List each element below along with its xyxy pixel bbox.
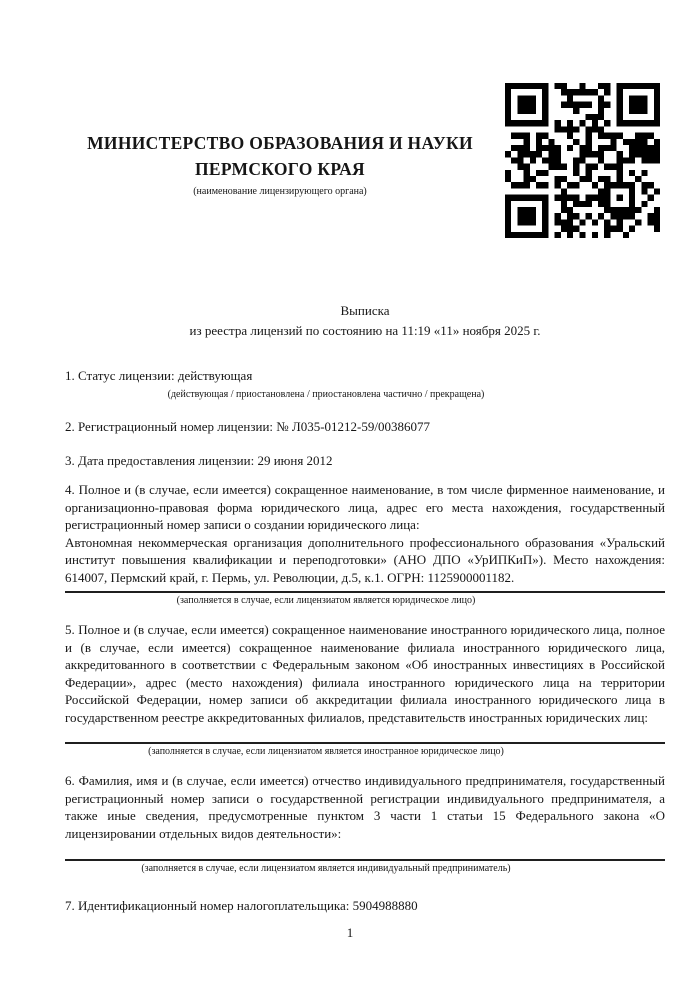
item-taxpayer-id xyxy=(65,897,665,915)
license-status-options-caption: (действующая / приостановлена / приостановлена частично / прекращена) xyxy=(167,388,485,400)
item-registration-number xyxy=(65,418,665,436)
item-legal-entity xyxy=(65,481,665,607)
individual-entrepreneur-intro: 6. Фамилия, имя и (в случае, если имеется) отчество индивидуального предпринимателя, государственный регистрационный номер записи о государственной регистрации индивидуального предпринимателя, а также иные сведения, предусмотренные пунктом 3 части 1 статьи 15 Федерального закона «О лицензировании отдельных видов деятельности»: xyxy=(65,773,665,841)
item-foreign-entity xyxy=(65,621,665,758)
licensing-authority-header xyxy=(65,130,495,198)
item-individual-entrepreneur xyxy=(65,772,665,875)
legal-entity-intro: 4. Полное и (в случае, если имеется) сокращенное наименование, в том числе фирменное наименование, и организационно-правовая форма юридического лица, адрес его места нахождения, государственный регистрационный номер записи о создании юридического лица: xyxy=(65,482,665,532)
foreign-entity-caption: (заполняется в случае, если лицензиатом является иностранное юридическое лицо) xyxy=(148,746,504,757)
item-license-status xyxy=(65,367,665,401)
taxpayer-id-text: 7. Идентификационный номер налогоплательщика: 5904988880 xyxy=(65,898,418,913)
license-status-text: 1. Статус лицензии: действующая xyxy=(65,368,253,383)
ministry-name-line1: МИНИСТЕРСТВО ОБРАЗОВАНИЯ И НАУКИ xyxy=(87,133,473,153)
document-title-line1: Выписка xyxy=(340,303,390,318)
separator-rule xyxy=(65,859,665,861)
license-grant-date-text: 3. Дата предоставления лицензии: 29 июня 2012 xyxy=(65,453,333,468)
document-title-line2: из реестра лицензий по состоянию на 11:19 «11» ноября 2025 г. xyxy=(189,322,541,338)
ministry-name-line2: ПЕРМСКОГО КРАЯ xyxy=(195,159,365,179)
separator-rule xyxy=(65,591,665,593)
ministry-name xyxy=(65,130,495,182)
separator-rule xyxy=(65,742,665,744)
document-title xyxy=(65,301,665,340)
individual-entrepreneur-caption: (заполняется в случае, если лицензиатом является индивидуальный предприниматель) xyxy=(141,863,511,874)
foreign-entity-intro: 5. Полное и (в случае, если имеется) сокращенное наименование иностранного юридического лица, полное и (в случае, если имеется) сокращенное наименование филиала иностранного юридического лица, аккредитованного в соответствии с Федеральным законом «Об иностранных инвестициях в Российской Федерации», адрес (место нахождения) филиала иностранного юридического лица на территории Российской Федерации, номер записи об аккредитации филиала иностранного юридического лица в государственном реестре аккредитованных филиалов, представительств иностранных юридических лиц: xyxy=(65,622,665,725)
qr-code-icon xyxy=(505,83,660,238)
registration-number-text: 2. Регистрационный номер лицензии: № Л035-01212-59/00386077 xyxy=(65,419,431,434)
item-license-grant-date xyxy=(65,452,665,470)
page-number: 1 xyxy=(346,925,354,940)
legal-entity-caption: (заполняется в случае, если лицензиатом является юридическое лицо) xyxy=(176,595,476,606)
ministry-caption: (наименование лицензирующего органа) xyxy=(193,186,367,197)
legal-entity-value: Автономная некоммерческая организация дополнительного профессионального образования «Уральский институт повышения квалификации и переподготовки» (АНО ДПО «УрИПКиП»). Место нахождения: 614007, Пермский край, г. Пермь, ул. Революции, д.5, к.1. ОГРН: 1125900001182. xyxy=(65,534,665,585)
